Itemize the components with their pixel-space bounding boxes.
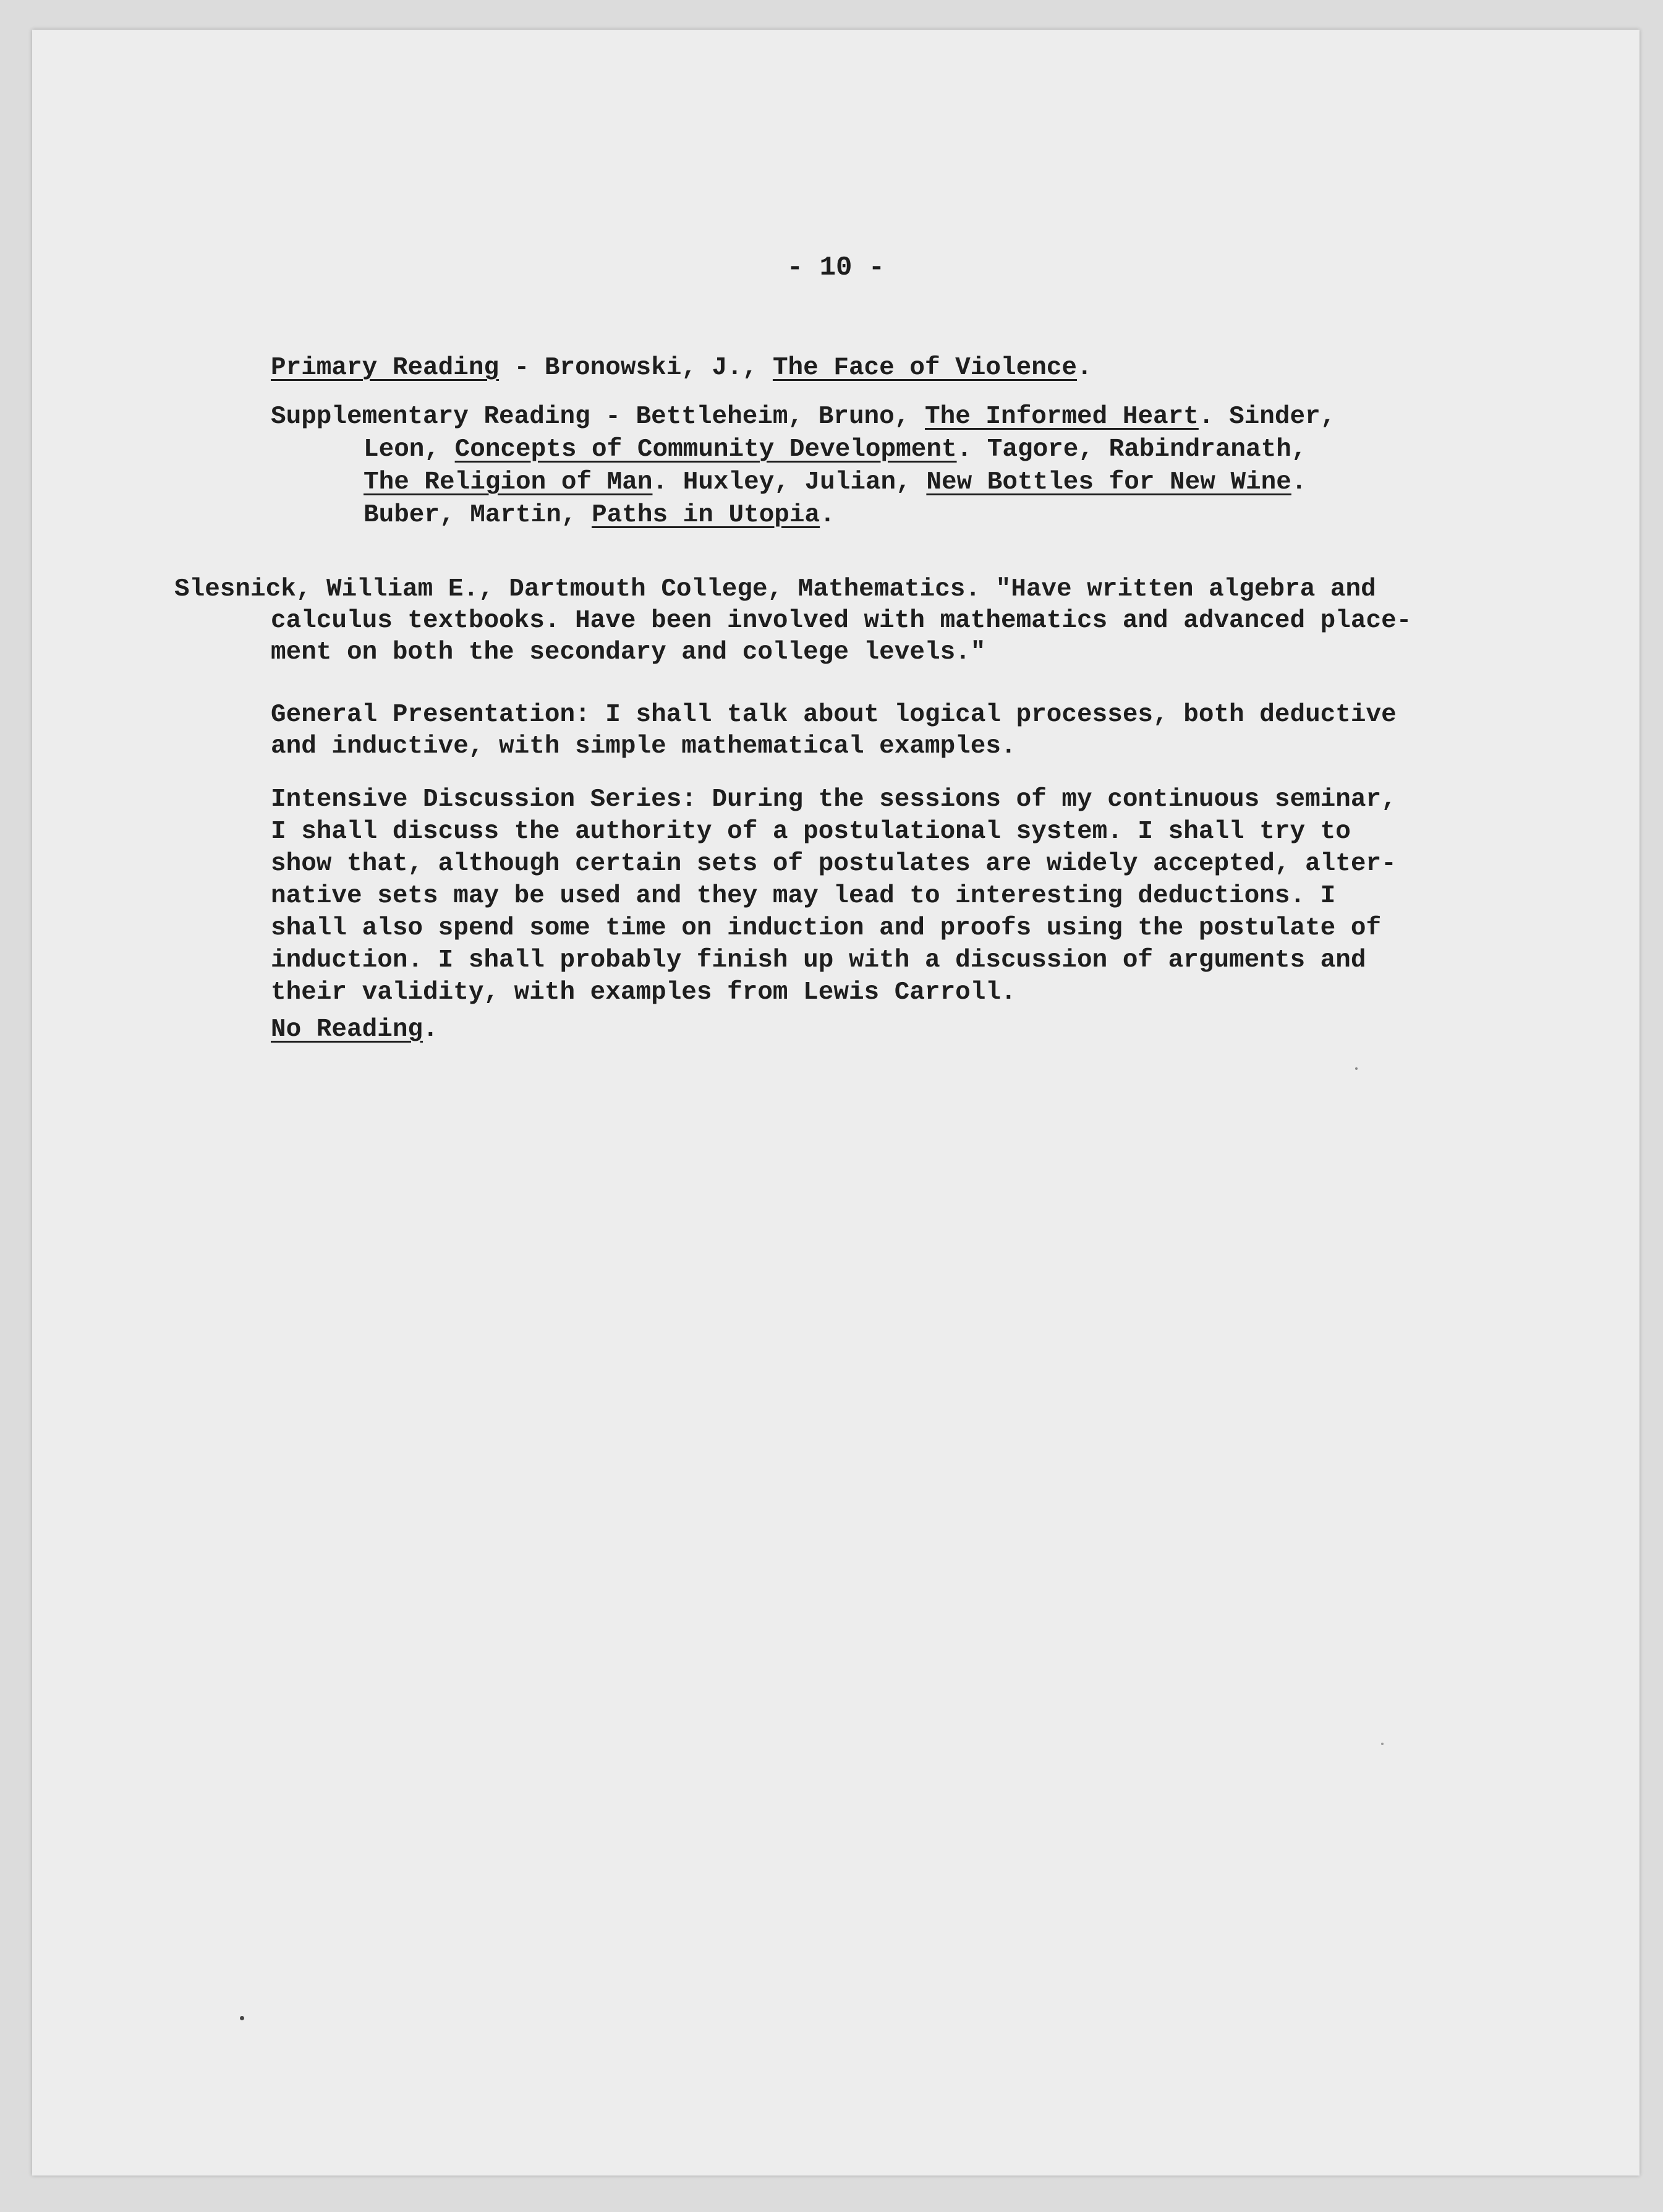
- page-number: - 10 -: [786, 252, 885, 283]
- entry-line: native sets may be used and they may lead to interesting deductions. I: [271, 882, 1336, 910]
- entry-line: show that, although certain sets of postulates are widely accepted, alter-: [271, 850, 1397, 878]
- supplementary-reading: [271, 401, 1335, 532]
- faculty-entry-slesnick: [174, 574, 1411, 668]
- entry-line: I shall discuss the authority of a postulational system. I shall try to: [271, 818, 1351, 846]
- entry-line: calculus textbooks. Have been involved with mathematics and advanced place-: [271, 607, 1412, 635]
- supplementary-line: Supplementary Reading - Bettleheim, Bruno, The Informed Heart. Sinder,: [271, 403, 1336, 431]
- primary-reading: Primary Reading - Bronowski, J., The Face of Violence.: [271, 354, 1092, 382]
- no-reading: No Reading.: [271, 1015, 438, 1044]
- scan-speck: [240, 2016, 244, 2020]
- supplementary-line: Buber, Martin, Paths in Utopia.: [364, 501, 835, 529]
- intensive-discussion-series: [271, 784, 1397, 1009]
- primary-reading-label: Primary Reading: [271, 354, 500, 382]
- primary-reading-title: The Face of Violence: [772, 354, 1078, 382]
- scan-speck: [1355, 1067, 1358, 1070]
- supplementary-line: Leon, Concepts of Community Development. Tagore, Rabindranath,: [364, 435, 1307, 464]
- entry-line: ment on both the secondary and college levels.": [271, 638, 986, 667]
- entry-line: shall also spend some time on induction and proofs using the postulate of: [271, 914, 1382, 942]
- scan-speck: [1381, 1743, 1384, 1745]
- entry-line: Intensive Discussion Series: During the sessions of my continuous seminar,: [271, 785, 1397, 814]
- entry-line: Slesnick, William E., Dartmouth College, Mathematics. "Have written algebra and: [174, 575, 1376, 604]
- entry-line: General Presentation: I shall talk about logical processes, both deductive: [271, 701, 1397, 729]
- document-page: [32, 30, 1640, 2176]
- supplementary-line: The Religion of Man. Huxley, Julian, New Bottles for New Wine.: [364, 468, 1307, 497]
- no-reading-label: No Reading: [271, 1015, 423, 1044]
- entry-line: their validity, with examples from Lewis Carroll.: [271, 978, 1016, 1007]
- general-presentation: [271, 699, 1397, 762]
- entry-line: and inductive, with simple mathematical examples.: [271, 732, 1016, 761]
- entry-line: induction. I shall probably finish up with a discussion of arguments and: [271, 946, 1366, 975]
